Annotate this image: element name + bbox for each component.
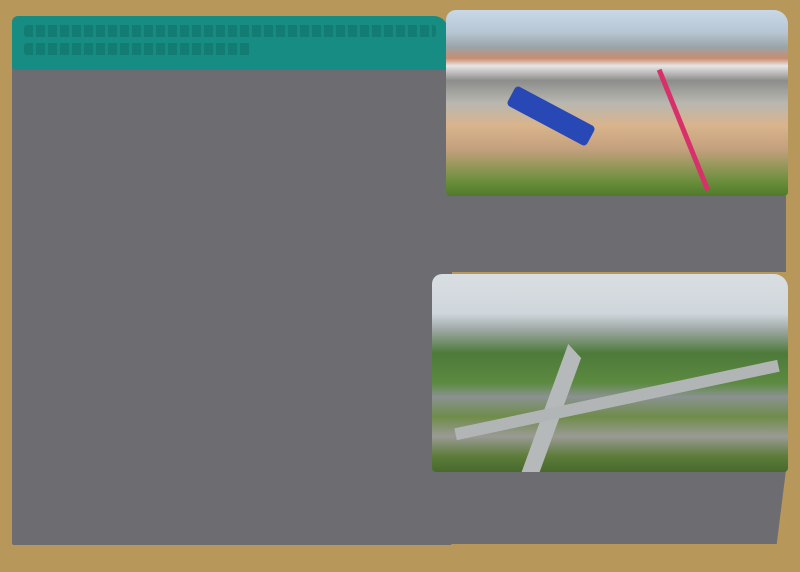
title-line-1 <box>24 25 436 37</box>
construction-site-photo <box>446 10 788 196</box>
highway-interchange-photo <box>432 274 788 472</box>
body-text-panel-right <box>432 196 786 272</box>
body-text-panel-bottom <box>12 470 786 544</box>
title-line-2 <box>24 43 251 55</box>
title-banner <box>12 16 448 70</box>
